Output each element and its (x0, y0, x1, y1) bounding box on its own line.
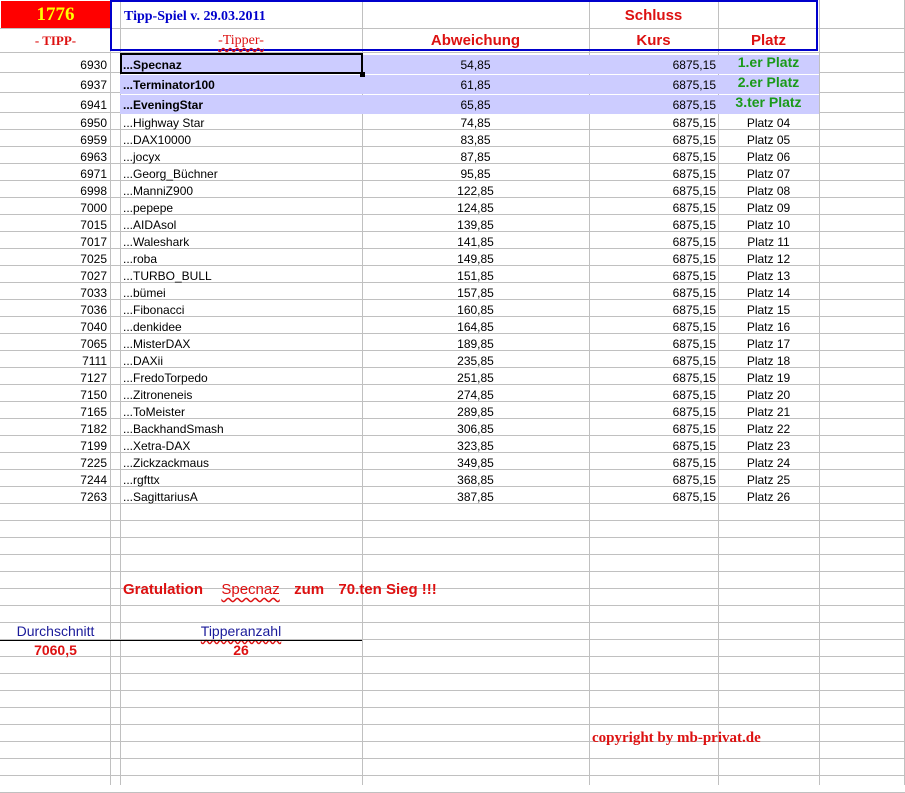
tipp-cell[interactable]: 7065 (80, 337, 107, 351)
platz-cell[interactable]: Platz 07 (746, 167, 791, 181)
tipp-cell[interactable]: 6937 (80, 78, 107, 92)
gratulation-line (123, 580, 437, 600)
platz-cell[interactable]: Platz 15 (746, 303, 791, 317)
abweichung-cell[interactable]: 139,85 (457, 218, 494, 232)
tipper-cell[interactable]: ...BackhandSmash (123, 422, 224, 436)
tipp-cell[interactable]: 7182 (80, 422, 107, 436)
kurs-cell[interactable]: 6875,15 (672, 388, 716, 402)
tipp-cell[interactable]: 7150 (80, 388, 107, 402)
column-header-tipp: - TIPP- (34, 33, 77, 48)
schluss-label: Schluss (624, 7, 683, 24)
tipp-cell[interactable]: 7111 (82, 354, 107, 368)
kurs-cell[interactable]: 6875,15 (672, 98, 716, 112)
abweichung-cell[interactable]: 235,85 (457, 354, 494, 368)
abweichung-cell[interactable]: 323,85 (457, 439, 494, 453)
tipper-cell[interactable]: ...Georg_Büchner (123, 167, 218, 181)
platz-cell[interactable]: Platz 19 (746, 371, 791, 385)
tipp-cell[interactable]: 7017 (80, 235, 107, 249)
durchschnitt-value: 7060,5 (34, 642, 77, 658)
tipper-cell[interactable]: ...ToMeister (123, 405, 186, 419)
tipper-cell[interactable]: ...DAXii (123, 354, 164, 368)
kurs-cell[interactable]: 6875,15 (672, 201, 716, 215)
kurs-cell[interactable]: 6875,15 (672, 456, 716, 470)
tipperanzahl-label-cell (120, 623, 362, 640)
abweichung-cell[interactable]: 61,85 (460, 78, 491, 92)
platz-cell[interactable]: Platz 16 (746, 320, 791, 334)
gratulation-zum: zum (294, 581, 325, 598)
tipper-cell[interactable]: ...DAX10000 (123, 133, 192, 147)
copyright-text: copyright by mb-privat.de (592, 730, 761, 746)
tipp-cell[interactable]: 6998 (80, 184, 107, 198)
abweichung-cell[interactable]: 349,85 (457, 456, 494, 470)
kurs-cell[interactable]: 6875,15 (672, 354, 716, 368)
column-divider (120, 0, 121, 785)
kurs-cell[interactable]: 6875,15 (672, 116, 716, 130)
column-divider (819, 0, 820, 785)
row-divider (0, 673, 905, 674)
platz-cell[interactable]: Platz 23 (746, 439, 791, 453)
platz-cell[interactable]: Platz 14 (746, 286, 791, 300)
tipp-cell[interactable]: 7040 (80, 320, 107, 334)
platz-cell[interactable]: Platz 21 (746, 405, 791, 419)
abweichung-cell[interactable]: 141,85 (457, 235, 494, 249)
kurs-cell[interactable]: 6875,15 (672, 150, 716, 164)
abweichung-cell[interactable]: 306,85 (457, 422, 494, 436)
platz-cell[interactable]: Platz 08 (746, 184, 791, 198)
row-divider (0, 537, 905, 538)
summary-divider (0, 640, 362, 641)
platz-cell[interactable]: Platz 22 (746, 422, 791, 436)
tipper-cell[interactable]: ...Zickzackmaus (123, 456, 210, 470)
platz-cell[interactable]: 1.er Platz (737, 54, 800, 70)
row-divider (0, 690, 905, 691)
tipp-cell[interactable]: 7033 (80, 286, 107, 300)
abweichung-cell[interactable]: 289,85 (457, 405, 494, 419)
abweichung-cell[interactable]: 149,85 (457, 252, 494, 266)
abweichung-cell[interactable]: 164,85 (457, 320, 494, 334)
row-divider (0, 724, 905, 725)
row-divider (0, 520, 905, 521)
kurs-cell[interactable]: 6875,15 (672, 473, 716, 487)
platz-cell[interactable]: Platz 10 (746, 218, 791, 232)
column-header-tipper (120, 32, 362, 50)
abweichung-cell[interactable]: 251,85 (457, 371, 494, 385)
gratulation-winner: Specnaz (221, 581, 280, 598)
platz-cell[interactable]: 3.ter Platz (735, 94, 802, 110)
abweichung-cell[interactable]: 157,85 (457, 286, 494, 300)
tipperanzahl-value: 26 (233, 642, 249, 658)
kurs-cell[interactable]: 6875,15 (672, 439, 716, 453)
tipper-cell[interactable]: ...rgfttx (123, 473, 160, 487)
tipp-cell[interactable]: 7244 (80, 473, 107, 487)
tipp-cell[interactable]: 7015 (80, 218, 107, 232)
tipper-cell[interactable]: ...jocyx (123, 150, 161, 164)
tipper-cell[interactable]: ...Xetra-DAX (123, 439, 191, 453)
tipp-cell[interactable]: 6941 (80, 98, 107, 112)
abweichung-cell[interactable]: 83,85 (460, 133, 491, 147)
platz-cell[interactable]: Platz 18 (746, 354, 791, 368)
tipp-cell[interactable]: 6930 (80, 58, 107, 72)
row-divider (0, 741, 905, 742)
platz-cell[interactable]: Platz 11 (747, 235, 790, 249)
tipper-cell[interactable]: ...Terminator100 (123, 78, 215, 92)
row-divider (0, 571, 905, 572)
platz-cell[interactable]: Platz 04 (746, 116, 791, 130)
kurs-cell[interactable]: 6875,15 (672, 303, 716, 317)
tipper-cell[interactable]: ...roba (123, 252, 158, 266)
kurs-cell[interactable]: 6875,15 (672, 269, 716, 283)
tipper-cell[interactable]: ...Specnaz (123, 58, 182, 72)
tipp-cell[interactable]: 6963 (80, 150, 107, 164)
tipper-cell[interactable]: ...TURBO_BULL (123, 269, 212, 283)
platz-cell[interactable]: Platz 06 (746, 150, 791, 164)
kurs-cell[interactable]: 6875,15 (672, 252, 716, 266)
tipp-cell[interactable]: 7036 (80, 303, 107, 317)
fill-handle[interactable] (360, 72, 365, 77)
tipper-cell[interactable]: ...SagittariusA (123, 490, 198, 504)
tipper-cell[interactable]: ...Zitroneneis (123, 388, 193, 402)
row-divider (0, 554, 905, 555)
kurs-cell[interactable]: 6875,15 (672, 58, 716, 72)
kurs-cell[interactable]: 6875,15 (672, 422, 716, 436)
row-divider (0, 707, 905, 708)
tipp-cell[interactable]: 7025 (80, 252, 107, 266)
abweichung-cell[interactable]: 87,85 (460, 150, 491, 164)
column-header-platz: Platz (750, 32, 786, 49)
abweichung-cell[interactable]: 387,85 (457, 490, 494, 504)
row-divider (0, 775, 905, 776)
platz-cell[interactable]: Platz 13 (746, 269, 791, 283)
column-header-abweichung: Abweichung (430, 32, 521, 49)
kurs-cell[interactable]: 6875,15 (672, 78, 716, 92)
tipper-cell[interactable]: ...FredoTorpedo (123, 371, 208, 385)
tipp-cell[interactable]: 7127 (80, 371, 107, 385)
page-title: Tipp-Spiel v. 29.03.2011 (124, 9, 266, 24)
tipper-cell[interactable]: ...pepepe (123, 201, 174, 215)
tipper-cell[interactable]: ...Waleshark (123, 235, 190, 249)
kurs-cell[interactable]: 6875,15 (672, 405, 716, 419)
kurs-cell[interactable]: 6875,15 (672, 235, 716, 249)
gratulation-sieg: 70.ten Sieg !!! (338, 581, 437, 598)
abweichung-cell[interactable]: 274,85 (457, 388, 494, 402)
row-divider (0, 605, 905, 606)
platz-cell[interactable]: Platz 17 (746, 337, 791, 351)
abweichung-cell[interactable]: 160,85 (457, 303, 494, 317)
gratulation-label: Gratulation (123, 581, 204, 598)
platz-cell[interactable]: Platz 24 (746, 456, 791, 470)
platz-cell[interactable]: Platz 09 (746, 201, 791, 215)
platz-cell[interactable]: Platz 25 (746, 473, 791, 487)
tipp-cell[interactable]: 7225 (80, 456, 107, 470)
platz-cell[interactable]: Platz 05 (746, 133, 791, 147)
platz-cell[interactable]: Platz 20 (746, 388, 791, 402)
tipper-cell[interactable]: ...Fibonacci (123, 303, 185, 317)
tipper-cell[interactable]: ...AIDAsol (123, 218, 177, 232)
kurs-cell[interactable]: 6875,15 (672, 218, 716, 232)
platz-cell[interactable]: 2.er Platz (737, 74, 800, 90)
tipp-cell[interactable]: 6950 (80, 116, 107, 130)
row-divider (0, 758, 905, 759)
abweichung-cell[interactable]: 95,85 (460, 167, 491, 181)
abweichung-cell[interactable]: 122,85 (457, 184, 494, 198)
abweichung-cell[interactable]: 54,85 (460, 58, 491, 72)
column-header-tipper-label: -Tipper- (218, 33, 264, 48)
game-number: 1776 (36, 4, 75, 25)
tipper-cell[interactable]: ...denkidee (123, 320, 182, 334)
tipper-cell[interactable]: ...Highway Star (123, 116, 205, 130)
tipper-cell[interactable]: ...bümei (123, 286, 166, 300)
abweichung-cell[interactable]: 189,85 (457, 337, 494, 351)
kurs-cell[interactable]: 6875,15 (672, 184, 716, 198)
tipp-cell[interactable]: 7165 (80, 405, 107, 419)
abweichung-cell[interactable]: 368,85 (457, 473, 494, 487)
abweichung-cell[interactable]: 124,85 (457, 201, 494, 215)
kurs-cell[interactable]: 6875,15 (672, 167, 716, 181)
durchschnitt-label: Durchschnitt (16, 623, 95, 639)
kurs-cell[interactable]: 6875,15 (672, 286, 716, 300)
platz-cell[interactable]: Platz 26 (746, 490, 791, 504)
abweichung-cell[interactable]: 151,85 (457, 269, 494, 283)
platz-cell[interactable]: Platz 12 (746, 252, 791, 266)
kurs-cell[interactable]: 6875,15 (672, 371, 716, 385)
abweichung-cell[interactable]: 74,85 (460, 116, 491, 130)
kurs-cell[interactable]: 6875,15 (672, 133, 716, 147)
tipp-cell[interactable]: 7199 (80, 439, 107, 453)
tipp-cell[interactable]: 6959 (80, 133, 107, 147)
tipper-cell[interactable]: ...MisterDAX (123, 337, 191, 351)
kurs-cell[interactable]: 6875,15 (672, 337, 716, 351)
tipp-cell[interactable]: 7027 (80, 269, 107, 283)
active-cell-selection[interactable] (120, 53, 363, 74)
kurs-cell[interactable]: 6875,15 (672, 490, 716, 504)
column-divider (110, 0, 111, 785)
kurs-cell[interactable]: 6875,15 (672, 320, 716, 334)
tipper-cell[interactable]: ...EveningStar (123, 98, 204, 112)
column-header-kurs: Kurs (636, 32, 671, 49)
tipper-cell[interactable]: ...ManniZ900 (123, 184, 194, 198)
abweichung-cell[interactable]: 65,85 (460, 98, 491, 112)
tipp-cell[interactable]: 7000 (80, 201, 107, 215)
tipperanzahl-label: Tipperanzahl (200, 623, 282, 639)
tipp-cell[interactable]: 7263 (80, 490, 107, 504)
tipp-cell[interactable]: 6971 (80, 167, 107, 181)
